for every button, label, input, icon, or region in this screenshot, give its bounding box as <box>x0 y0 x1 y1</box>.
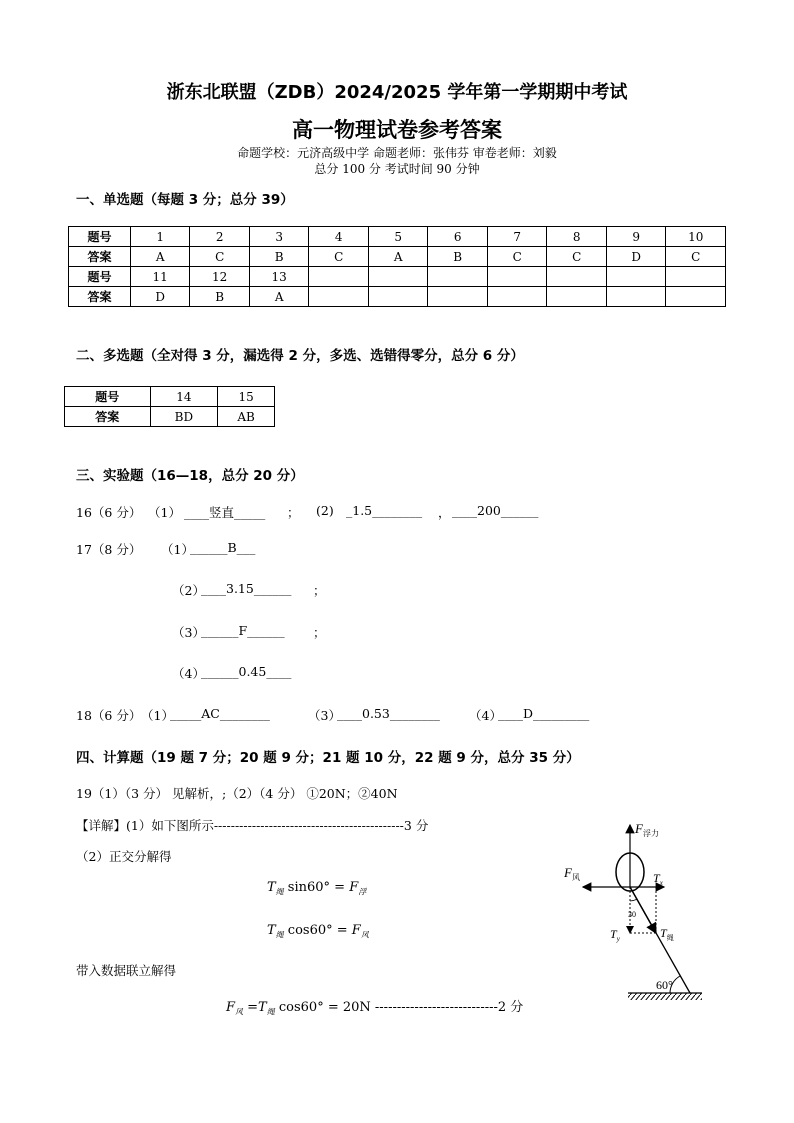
cell: 1 <box>130 227 190 247</box>
q17-sep-3: ； <box>313 625 326 640</box>
header-cell: 答案 <box>69 247 131 267</box>
label-angle-30: 30 <box>628 910 636 919</box>
q17-part4-label: （4） <box>172 666 205 681</box>
cell: C <box>666 247 726 267</box>
cell: C <box>309 247 369 267</box>
q18-part4-label: （4） <box>469 708 502 723</box>
q16-number: 16（6 分） <box>76 505 142 520</box>
cell <box>368 287 428 307</box>
cell <box>547 267 607 287</box>
cell <box>487 287 547 307</box>
multi-choice-table <box>64 386 275 427</box>
q17-answer-3: ______F______ <box>201 623 285 638</box>
cell: 4 <box>309 227 369 247</box>
cell: D <box>130 287 190 307</box>
meta-score-time: 总分 100 分 考试时间 90 分钟 <box>314 162 480 176</box>
table-row <box>69 227 726 247</box>
section-4-heading: 四、计算题（19 题 7 分；20 题 9 分；21 题 10 分，22 题 9 分，总分 35 分） <box>76 750 580 766</box>
cell: B <box>190 287 250 307</box>
q17-part3-label: （3） <box>172 625 205 640</box>
q16-separator: ； <box>287 505 300 520</box>
q17-part1-label: （1） <box>161 542 194 557</box>
q16-part2-label: (2) <box>316 503 334 518</box>
cell <box>309 267 369 287</box>
cell: 5 <box>368 227 428 247</box>
cell: 3 <box>249 227 309 247</box>
header-cell: 答案 <box>65 407 151 427</box>
label-tx: $T_x$ <box>653 871 663 887</box>
q18-answer-4: ____D_________ <box>498 706 590 721</box>
table-row <box>69 247 726 267</box>
table-row <box>65 407 275 427</box>
cell <box>428 267 488 287</box>
meta-authors: 命题学校：元济高级中学 命题老师：张伟芬 审卷老师：刘毅 <box>237 146 557 160</box>
cell: 11 <box>130 267 190 287</box>
cell: B <box>428 247 488 267</box>
section-2-heading: 二、多选题（全对得 3 分，漏选得 2 分，多选、选错得零分，总分 6 分） <box>76 348 524 364</box>
q18-part1-label: （1） <box>141 708 174 723</box>
header-cell: 答案 <box>69 287 131 307</box>
equation-1: $T_绳$ $\sin 60^\circ = F_浮$ <box>267 880 367 897</box>
cell: 13 <box>249 267 309 287</box>
cell <box>606 267 666 287</box>
q18-number: 18（6 分） <box>76 708 142 723</box>
table-row <box>69 287 726 307</box>
cell: BD <box>150 407 218 427</box>
cell: 9 <box>606 227 666 247</box>
ground-hatch <box>628 993 702 1000</box>
table-row <box>65 387 275 407</box>
cell <box>309 287 369 307</box>
cell: 10 <box>666 227 726 247</box>
cell: AB <box>218 407 275 427</box>
label-t-rope: $T_绳$ <box>660 926 674 942</box>
header-cell: 题号 <box>69 227 131 247</box>
cell: C <box>190 247 250 267</box>
cell: B <box>249 247 309 267</box>
cell: 15 <box>218 387 275 407</box>
q17-answer-4: ______0.45____ <box>201 664 292 679</box>
header-cell: 题号 <box>65 387 151 407</box>
cell: 14 <box>150 387 218 407</box>
table-row <box>69 267 726 287</box>
label-f-float: $F_{浮力}$ <box>635 821 659 838</box>
q16-answer-2: _1.5________ <box>346 503 423 518</box>
q19-summary: 19（1）（3 分） 见解析，;（2）（4 分） ①20N；②40N <box>76 786 398 801</box>
q16-answer-1: ____竖直_____ <box>184 505 266 520</box>
cell: A <box>249 287 309 307</box>
section-1-heading: 一、单选题（每题 3 分；总分 39） <box>76 192 294 208</box>
detail-line: 【详解】(1）如下图所示---------------------------------------------3 分 <box>76 818 429 833</box>
cell <box>368 267 428 287</box>
q16-part1-label: （1） <box>148 505 181 520</box>
q17-sep-2: ； <box>313 583 326 598</box>
q17-answer-1: ______B___ <box>190 540 256 555</box>
header-cell: 题号 <box>69 267 131 287</box>
cell: C <box>487 247 547 267</box>
cell: D <box>606 247 666 267</box>
label-ty: $T_y$ <box>610 927 620 943</box>
q16-answer-3: ____200______ <box>452 503 539 518</box>
single-choice-table <box>68 226 726 307</box>
cell: A <box>368 247 428 267</box>
equation-2: $T_绳$ $\cos 60^\circ = F_风$ <box>267 923 369 940</box>
q16-comma: ， <box>438 505 451 520</box>
cell: A <box>130 247 190 267</box>
cell: 6 <box>428 227 488 247</box>
q17-part2-label: （2） <box>172 583 205 598</box>
part2-label: （2）正交分解得 <box>76 849 172 864</box>
q18-answer-1: _____AC________ <box>170 706 270 721</box>
cell: 2 <box>190 227 250 247</box>
q18-part3-label: （3） <box>308 708 341 723</box>
cell: 8 <box>547 227 607 247</box>
cell <box>606 287 666 307</box>
q17-answer-2: ____3.15______ <box>201 581 292 596</box>
equation-3: $F_风 =T_绳$ cos60° = 20N ----------------------------2 分 <box>226 1000 524 1017</box>
force-diagram <box>560 815 720 1005</box>
cell <box>547 287 607 307</box>
cell: 12 <box>190 267 250 287</box>
q18-answer-3: ____0.53________ <box>337 706 440 721</box>
exam-title: 浙东北联盟（ZDB）2024/2025 学年第一学期期中考试 <box>166 82 628 103</box>
label-f-wind: $F_风$ <box>564 865 580 882</box>
cell: 7 <box>487 227 547 247</box>
label-angle-60: 60° <box>656 978 673 992</box>
section-3-heading: 三、实验题（16—18，总分 20 分） <box>76 468 304 484</box>
angle-arc-30 <box>630 899 637 901</box>
cell: C <box>547 247 607 267</box>
cell <box>487 267 547 287</box>
cell <box>666 267 726 287</box>
cell <box>428 287 488 307</box>
cell <box>666 287 726 307</box>
substitute-label: 带入数据联立解得 <box>76 963 177 978</box>
q17-number: 17（8 分） <box>76 542 142 557</box>
answer-key-title: 高一物理试卷参考答案 <box>292 118 502 142</box>
